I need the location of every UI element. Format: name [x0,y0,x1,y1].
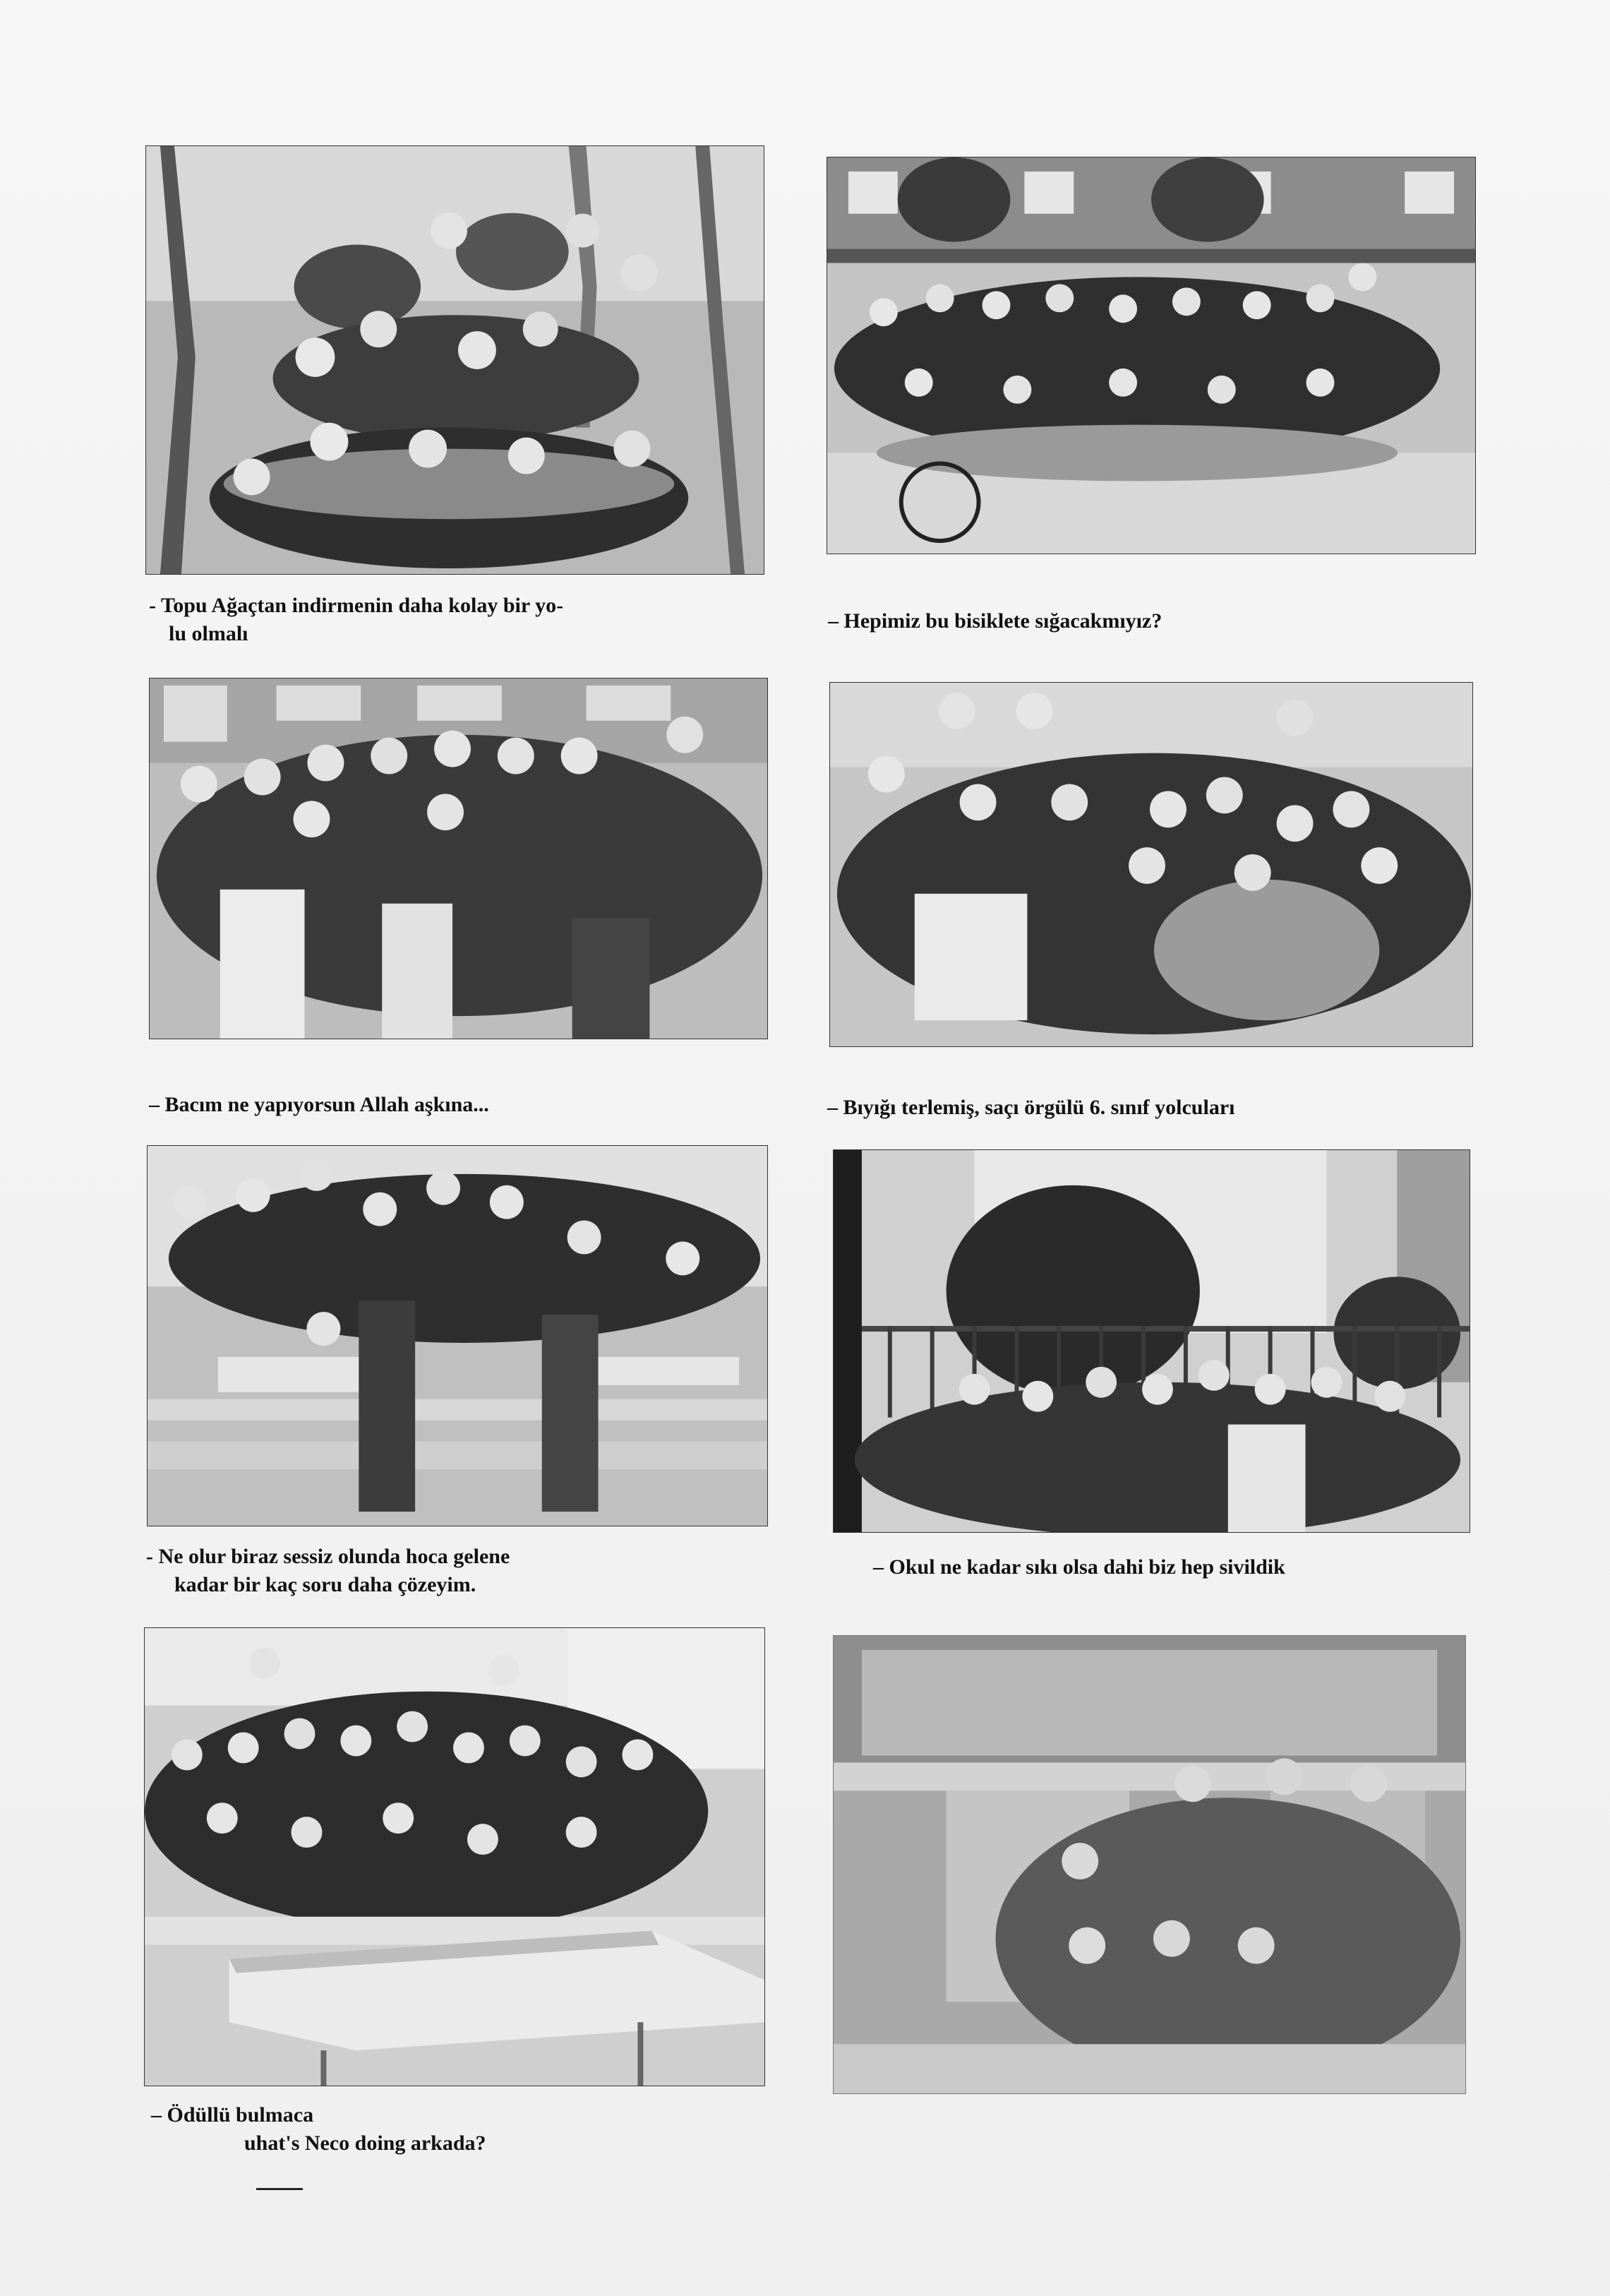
caption-line: - Topu Ağaçtan indirmenin daha kolay bir yo- [149,594,564,617]
photo-laboratory-class [144,1627,765,2086]
photo-group-building [149,678,768,1039]
photo-shop-entrance [833,1635,1466,2094]
caption-photo-1 [149,592,563,648]
caption-line: – Bıyığı terlemiş, saçı örgülü 6. sınıf yolcuları [827,1096,1235,1119]
caption-photo-7 [151,2101,486,2158]
caption-photo-2 [828,607,1162,635]
caption-line: – Ödüllü bulmaca [151,2103,314,2127]
caption-photo-3 [149,1091,489,1119]
caption-photo-5 [146,1543,510,1599]
photo-tree-climbing [145,145,764,575]
caption-photo-4 [827,1094,1234,1122]
caption-line: – Okul ne kadar sıkı olsa dahi biz hep sivildik [873,1555,1285,1579]
caption-line: - Ne olur biraz sessiz olunda hoca gelene [146,1545,510,1568]
photo-fence-trees [833,1149,1470,1533]
caption-photo-6 [873,1553,1285,1582]
caption-line: – Hepimiz bu bisiklete sığacakmıyız? [828,609,1163,633]
photo-group-outdoor [829,682,1473,1047]
caption-line: lu olmalı [169,622,248,645]
caption-line: – Bacım ne yapıyorsun Allah aşkına... [149,1093,489,1116]
caption-line: kadar bir kaç soru daha çözeyim. [174,1573,476,1596]
photo-classroom [147,1145,768,1526]
caption-line: uhat's Neco doing arkada? [244,2131,486,2155]
divider-mark [256,2188,303,2190]
photo-bicycle-group [827,157,1476,554]
